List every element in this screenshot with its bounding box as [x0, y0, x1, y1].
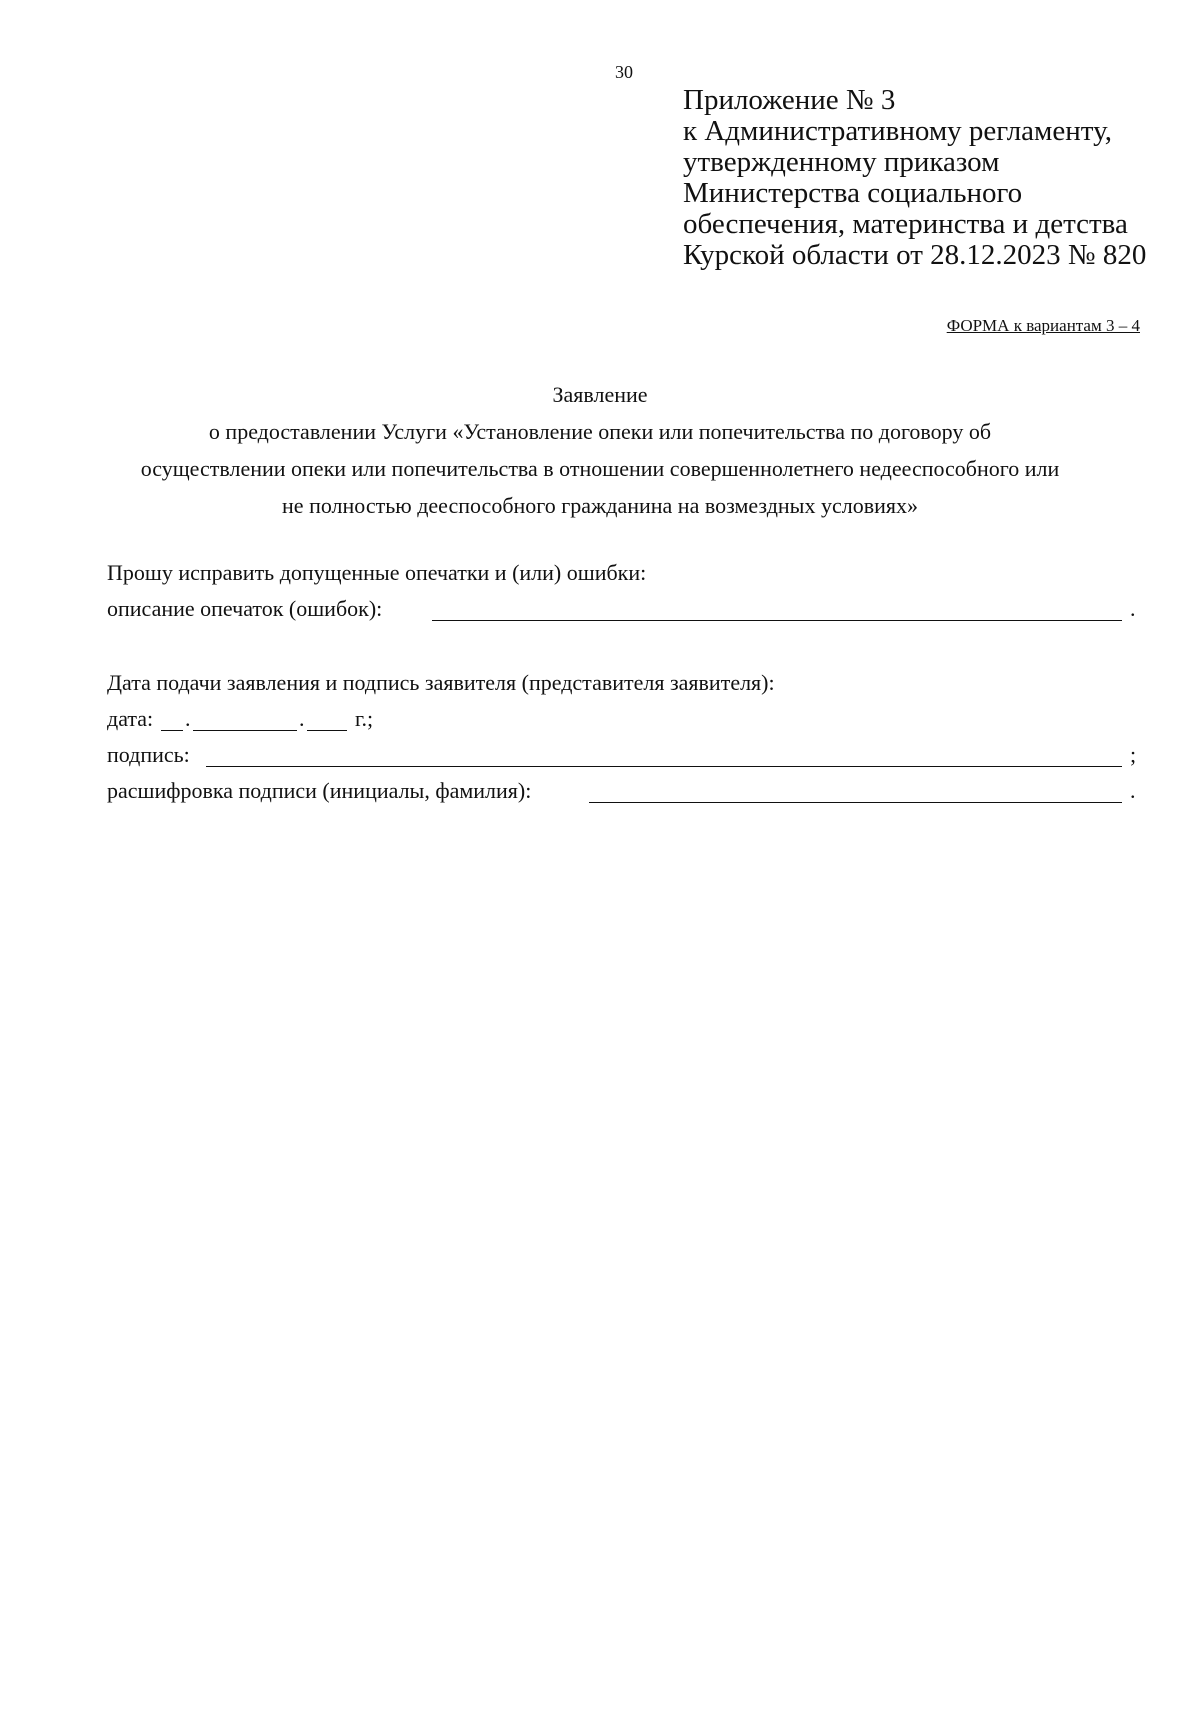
appendix-line: утвержденному приказом [683, 146, 1000, 178]
heading-line: не полностью дееспособного гражданина на возмездных условиях» [282, 493, 918, 518]
signature-block-title: Дата подачи заявления и подпись заявителя (представителя заявителя): [107, 670, 775, 695]
description-label: описание опечаток (ошибок): [107, 596, 383, 621]
description-end: . [1130, 596, 1136, 621]
date-separator: . [299, 706, 305, 731]
signature-row [107, 742, 1200, 774]
signature-end: ; [1130, 742, 1137, 767]
form-label: ФОРМА к вариантам 3 – 4 [946, 316, 1140, 335]
request-text: Прошу исправить допущенные опечатки и (или) ошибки: [107, 560, 647, 585]
description-row [107, 596, 1200, 628]
signature-label: подпись: [107, 742, 190, 767]
heading-title: Заявление [552, 382, 648, 407]
description-field[interactable] [432, 620, 1122, 621]
date-row [107, 706, 1200, 738]
date-year-suffix: г.; [355, 706, 374, 731]
decoding-field[interactable] [589, 802, 1122, 803]
decoding-row [107, 778, 1200, 810]
appendix-line: обеспечения, материнства и детства [683, 208, 1128, 240]
application-heading [100, 376, 1100, 524]
date-separator: . [185, 706, 191, 731]
heading-line: осуществлении опеки или попечительства в отношении совершеннолетнего недееспособного или [140, 456, 1060, 481]
appendix-line: Курской области от 28.12.2023 № 820 [683, 239, 1147, 271]
appendix-line: к Административному регламенту, [683, 115, 1112, 147]
appendix-line: Министерства социального [683, 177, 1023, 209]
date-year-field[interactable] [307, 730, 347, 731]
signature-field[interactable] [206, 766, 1122, 767]
decoding-label: расшифровка подписи (инициалы, фамилия): [107, 778, 532, 803]
date-month-field[interactable] [193, 730, 297, 731]
page-number: 30 [615, 62, 633, 82]
date-label: дата: [107, 706, 154, 731]
date-day-field[interactable] [161, 730, 183, 731]
appendix-line: Приложение № 3 [683, 84, 896, 116]
decoding-end: . [1130, 778, 1136, 803]
appendix-header [683, 85, 1146, 271]
heading-line: о предоставлении Услуги «Установление опеки или попечительства по договору об [208, 419, 992, 444]
